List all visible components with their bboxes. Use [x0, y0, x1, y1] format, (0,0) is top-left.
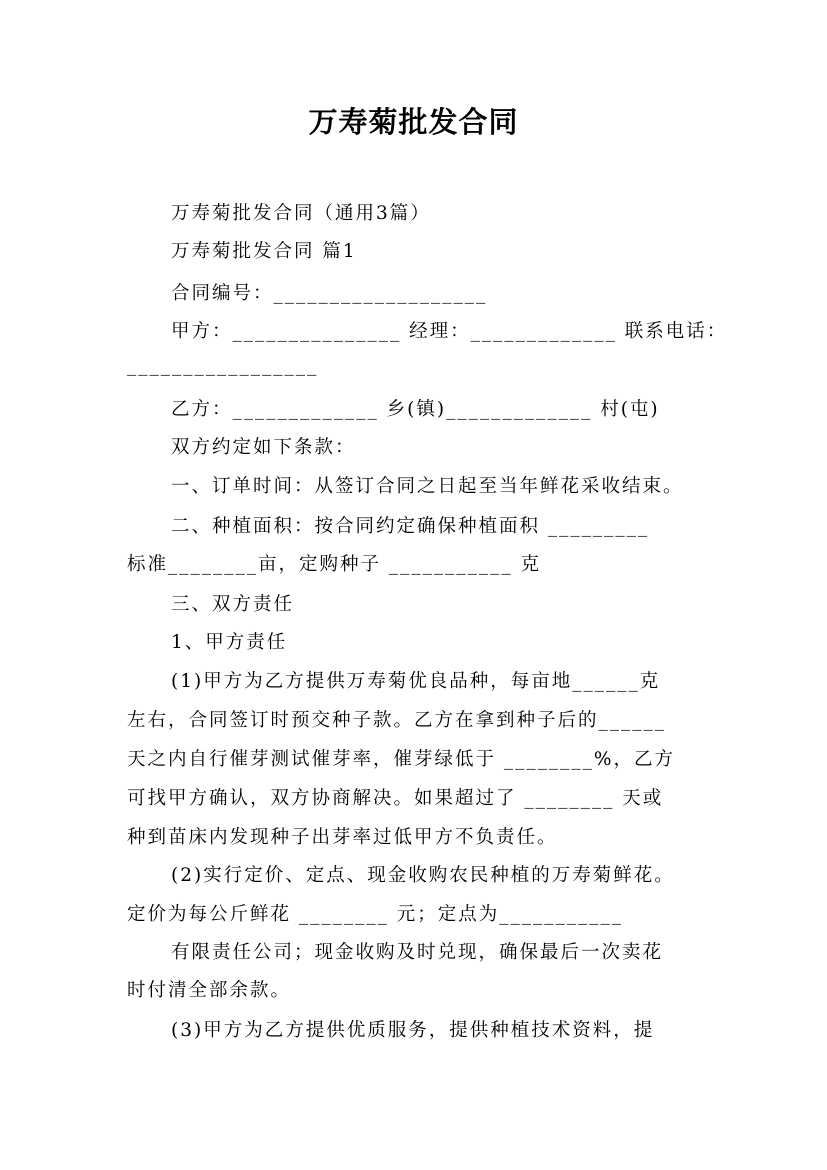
paragraph-line: 天之内自行催芽测试催芽率，催芽绿低于 ________%，乙方	[127, 749, 675, 770]
paragraph-line: 定价为每公斤鲜花 ________ 元；定点为___________	[127, 904, 624, 925]
terms-intro: 双方约定如下条款：	[171, 437, 356, 458]
party-a-responsibility-heading: 1、甲方责任	[171, 632, 288, 653]
paragraph-line: 时付清全部余款。	[127, 980, 292, 1001]
section-heading: 万寿菊批发合同 篇1	[171, 241, 357, 262]
clause-responsibilities: 三、双方责任	[171, 594, 295, 615]
document-title: 万寿菊批发合同	[308, 105, 519, 139]
paragraph-line: 有限责任公司；现金收购及时兑现，确保最后一次卖花	[171, 942, 664, 963]
subtitle-line: 万寿菊批发合同（通用3篇）	[171, 203, 431, 224]
paragraph-line: (1)甲方为乙方提供万寿菊优良品种，每亩地______克	[171, 671, 661, 692]
party-a-line: 甲方：_______________ 经理：_____________ 联系电话：	[171, 321, 728, 342]
clause-planting-area-cont: 标准________亩，定购种子 ___________ 克	[127, 554, 542, 575]
paragraph-line: 种到苗床内发现种子出芽率过低甲方不负责任。	[127, 827, 558, 848]
paragraph-line: 左右，合同签订时预交种子款。乙方在拿到种子后的______	[127, 710, 667, 731]
party-b-line: 乙方：_____________ 乡(镇)_____________ 村(屯)	[171, 399, 660, 420]
paragraph-line: 可找甲方确认，双方协商解决。如果超过了 ________ 天或	[127, 788, 664, 809]
party-a-phone-blank: _________________	[127, 355, 319, 376]
paragraph-line: (2)实行定价、定点、现金收购农民种植的万寿菊鲜花。	[171, 865, 675, 886]
paragraph-line: (3)甲方为乙方提供优质服务，提供种植技术资料，提	[171, 1020, 655, 1041]
clause-order-time: 一、订单时间：从签订合同之日起至当年鲜花采收结束。	[171, 476, 684, 497]
clause-planting-area: 二、种植面积：按合同约定确保种植面积 _________	[171, 516, 650, 537]
contract-number-line: 合同编号：___________________	[171, 283, 488, 304]
